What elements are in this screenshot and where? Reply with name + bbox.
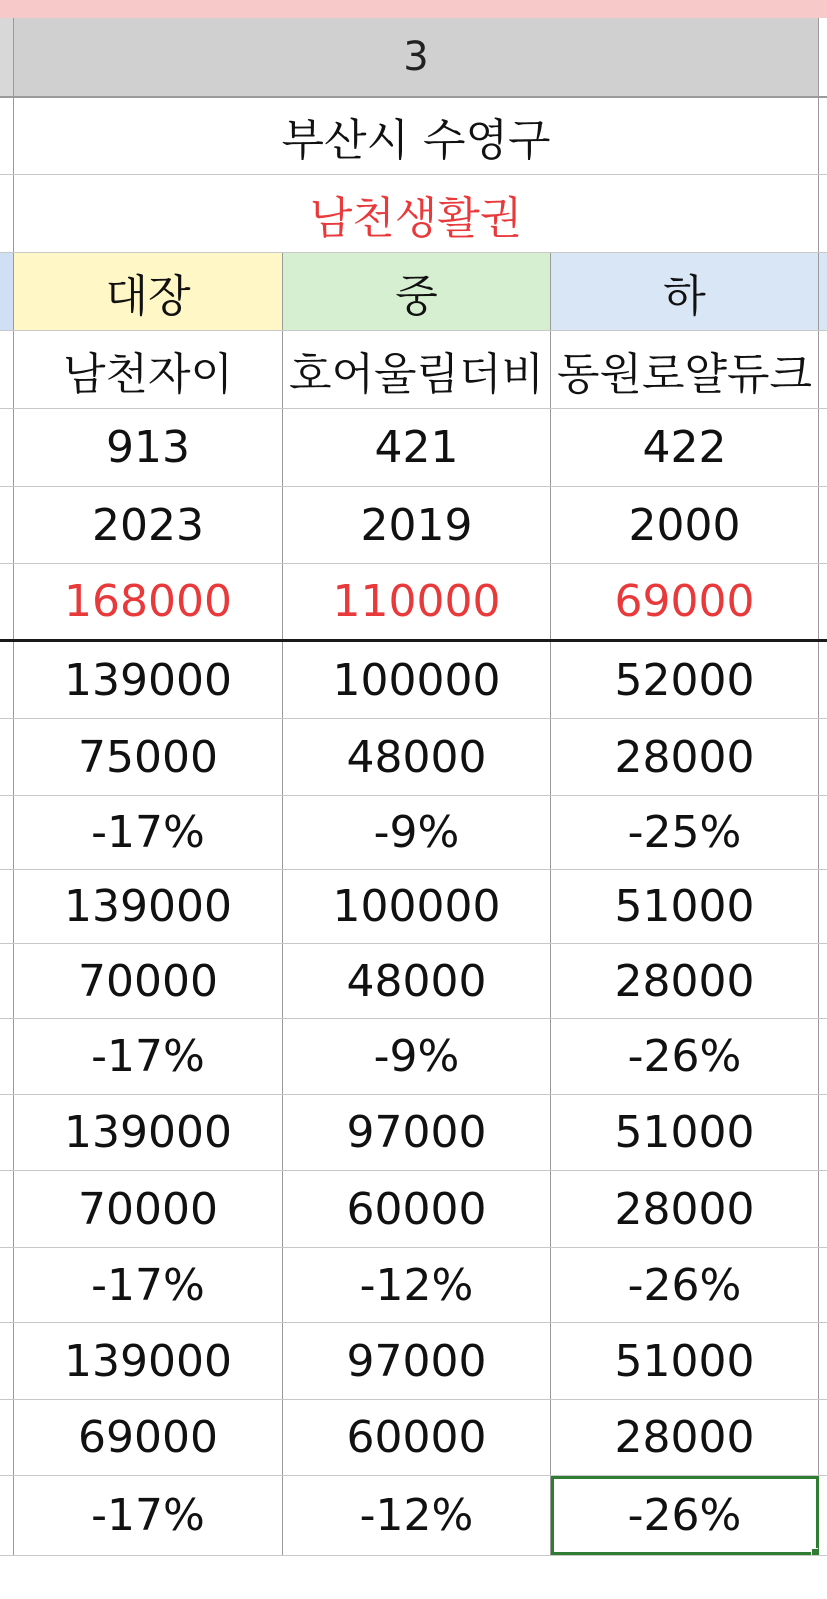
value-cell[interactable]: 51000 — [551, 1095, 819, 1170]
column-header-3[interactable]: 3 — [14, 18, 819, 96]
value-cell[interactable]: -17% — [14, 1476, 283, 1555]
data-row — [0, 487, 827, 564]
value-cell[interactable]: 97000 — [283, 1323, 551, 1399]
value-cell[interactable]: -17% — [14, 1019, 283, 1094]
ribbon-edge — [0, 0, 827, 18]
value-cell[interactable]: -9% — [283, 796, 551, 869]
value-cell[interactable]: 70000 — [14, 1171, 283, 1247]
value-cell[interactable]: 28000 — [551, 1171, 819, 1247]
data-row — [0, 1171, 827, 1248]
data-row — [0, 1323, 827, 1400]
row-header-stub — [0, 18, 14, 96]
value-cell[interactable]: 421 — [283, 409, 551, 486]
value-cell[interactable]: -12% — [283, 1476, 551, 1555]
district-title-cell[interactable]: 부산시 수영구 — [14, 98, 819, 174]
value-cell[interactable]: 139000 — [14, 1095, 283, 1170]
apartment-name-cell[interactable]: 호어울림더비 — [283, 331, 551, 408]
data-row — [0, 796, 827, 870]
data-row — [0, 719, 827, 796]
title-row — [0, 98, 827, 175]
value-cell[interactable]: 69000 — [551, 564, 819, 639]
data-row — [0, 1400, 827, 1476]
data-row — [0, 642, 827, 719]
value-cell[interactable]: 52000 — [551, 642, 819, 718]
apartment-name-cell[interactable]: 동원로얄듀크 — [551, 331, 819, 408]
value-cell[interactable]: 2019 — [283, 487, 551, 563]
value-cell[interactable]: 70000 — [14, 944, 283, 1018]
tier-header-cell[interactable]: 중 — [283, 253, 551, 330]
value-cell[interactable]: -26% — [551, 1019, 819, 1094]
value-cell[interactable]: -17% — [14, 796, 283, 869]
value-cell[interactable]: 69000 — [14, 1400, 283, 1475]
data-row — [0, 1476, 827, 1556]
selected-cell[interactable]: -26% — [551, 1476, 819, 1555]
value-cell[interactable]: 139000 — [14, 1323, 283, 1399]
spreadsheet-grid — [0, 18, 827, 1599]
column-header-row — [0, 18, 827, 98]
data-row — [0, 409, 827, 487]
value-cell[interactable]: -9% — [283, 1019, 551, 1094]
value-cell[interactable]: 422 — [551, 409, 819, 486]
data-row — [0, 1019, 827, 1095]
tier-header-row — [0, 253, 827, 331]
value-cell[interactable]: 60000 — [283, 1171, 551, 1247]
apartment-name-row — [0, 331, 827, 409]
value-cell[interactable]: -25% — [551, 796, 819, 869]
value-cell[interactable]: 100000 — [283, 642, 551, 718]
value-cell[interactable]: 48000 — [283, 719, 551, 795]
value-cell[interactable]: 48000 — [283, 944, 551, 1018]
subtitle-row — [0, 175, 827, 253]
value-cell[interactable]: 75000 — [14, 719, 283, 795]
value-cell[interactable]: 110000 — [283, 564, 551, 639]
value-cell[interactable]: 97000 — [283, 1095, 551, 1170]
value-cell[interactable]: 2023 — [14, 487, 283, 563]
value-cell[interactable]: 28000 — [551, 719, 819, 795]
value-cell[interactable]: 60000 — [283, 1400, 551, 1475]
apartment-name-cell[interactable]: 남천자이 — [14, 331, 283, 408]
value-cell[interactable]: 51000 — [551, 870, 819, 943]
value-cell[interactable]: 913 — [14, 409, 283, 486]
data-row — [0, 1248, 827, 1323]
data-row — [0, 1095, 827, 1171]
value-cell[interactable]: 168000 — [14, 564, 283, 639]
data-row — [0, 564, 827, 642]
value-cell[interactable]: 28000 — [551, 1400, 819, 1475]
value-cell[interactable]: -17% — [14, 1248, 283, 1322]
value-cell[interactable]: 28000 — [551, 944, 819, 1018]
data-row — [0, 944, 827, 1019]
tier-header-cell[interactable]: 대장 — [14, 253, 283, 330]
value-cell[interactable]: 139000 — [14, 642, 283, 718]
fill-handle[interactable] — [811, 1548, 819, 1555]
area-subtitle-cell[interactable]: 남천생활권 — [14, 175, 819, 252]
value-cell[interactable]: 139000 — [14, 870, 283, 943]
value-cell[interactable]: 51000 — [551, 1323, 819, 1399]
value-cell[interactable]: 2000 — [551, 487, 819, 563]
value-cell[interactable]: -12% — [283, 1248, 551, 1322]
data-row — [0, 870, 827, 944]
value-cell[interactable]: -26% — [551, 1248, 819, 1322]
tier-header-cell[interactable]: 하 — [551, 253, 819, 330]
value-cell[interactable]: 100000 — [283, 870, 551, 943]
